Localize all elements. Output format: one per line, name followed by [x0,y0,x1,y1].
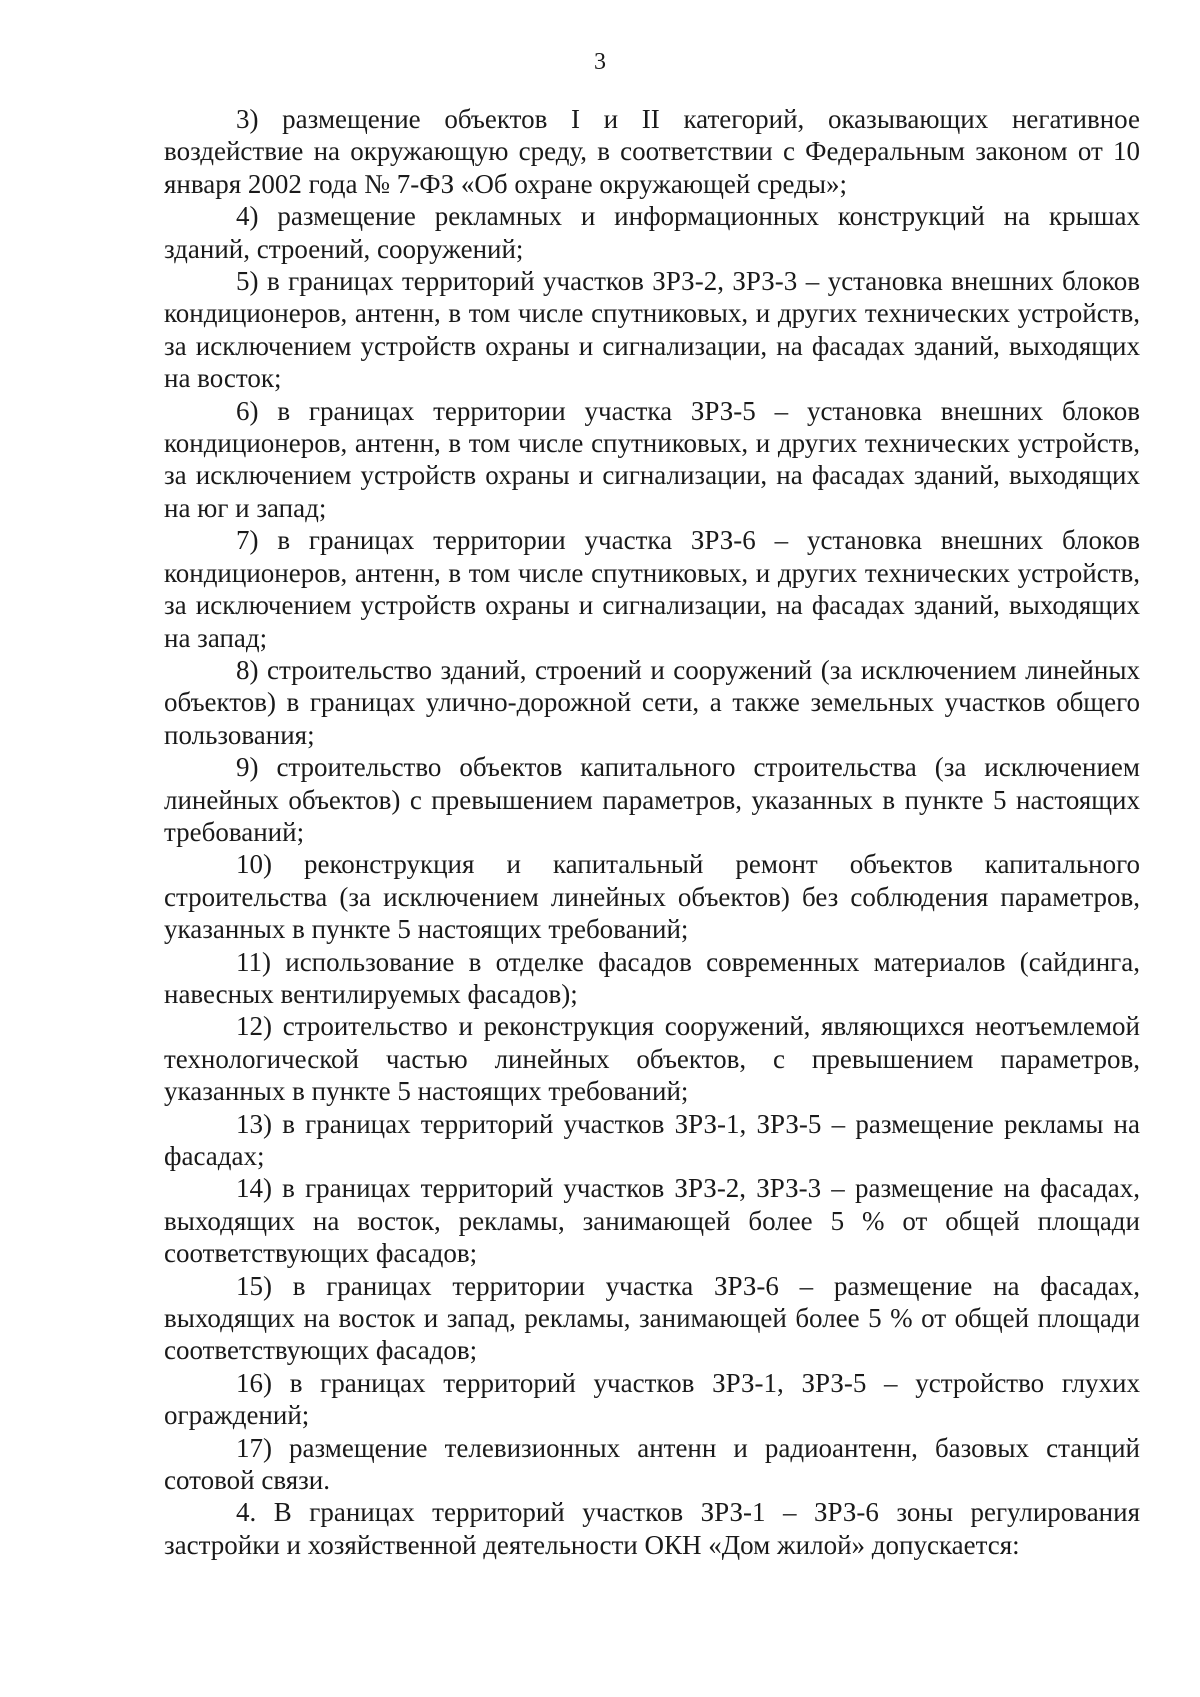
list-item-8: 8) строительство зданий, строений и сооружений (за исключением линейных объектов) в границах улично-дорожной сети, а также земельных участков общего пользования; [164,654,1140,750]
page-number: 3 [594,49,606,75]
list-item-9: 9) строительство объектов капитального строительства (за исключением линейных объектов) с превышением параметров, указанных в пункте 5 настоящих требований; [164,752,1140,847]
list-item-17: 17) размещение телевизионных антенн и радиоантенн, базовых станций сотовой связи. [164,1432,1140,1496]
section-4-paragraph: 4. В границах территорий участков ЗРЗ-1 – ЗРЗ-6 зоны регулирования застройки и хозяйственной деятельности ОКН «Дом жилой» допускается: [164,1497,1140,1560]
list-item-6: 6) в границах территории участка ЗРЗ-5 – установка внешних блоков кондиционеров, антенн, в том числе спутниковых, и других технических устройств, за исключением устройств охраны и сигнализации, на фасадах зданий, выходящих на юг и запад; [164,395,1140,523]
list-item-11: 11) использование в отделке фасадов современных материалов (сайдинга, навесных вентилируемых фасадов); [164,946,1140,1009]
list-item-14: 14) в границах территорий участков ЗРЗ-2, ЗРЗ-3 – размещение на фасадах, выходящих на восток, рекламы, занимающей более 5 % от общей площади соответствующих фасадов; [164,1173,1140,1269]
list-item-13: 13) в границах территорий участков ЗРЗ-1, ЗРЗ-5 – размещение рекламы на фасадах; [164,1108,1140,1171]
list-item-3: 3) размещение объектов I и II категорий, оказывающих негативное воздействие на окружающую среду, в соответствии с Федеральным законом от 10 января 2002 года № 7-ФЗ «Об охране окружающей среды»; [164,104,1140,199]
document-body [164,103,1140,1561]
list-item-5: 5) в границах территорий участков ЗРЗ-2, ЗРЗ-3 – установка внешних блоков кондиционеров, антенн, в том числе спутниковых, и других технических устройств, за исключением устройств охраны и сигнализации, на фасадах зданий, выходящих на восток; [164,266,1140,394]
list-item-15: 15) в границах территории участка ЗРЗ-6 – размещение на фасадах, выходящих на восток и запад, рекламы, занимающей более 5 % от общей площади соответствующих фасадов; [164,1270,1140,1366]
list-item-12: 12) строительство и реконструкция сооружений, являющихся неотъемлемой технологической частью линейных объектов, с превышением параметров, указанных в пункте 5 настоящих требований; [164,1011,1140,1107]
list-item-16: 16) в границах территорий участков ЗРЗ-1, ЗРЗ-5 – устройство глухих ограждений; [164,1367,1140,1431]
list-item-7: 7) в границах территории участка ЗРЗ-6 – установка внешних блоков кондиционеров, антенн, в том числе спутниковых, и других технических устройств, за исключением устройств охраны и сигнализации, на фасадах зданий, выходящих на запад; [164,525,1140,653]
list-item-10: 10) реконструкция и капитальный ремонт объектов капитального строительства (за исключением линейных объектов) без соблюдения параметров, указанных в пункте 5 настоящих требований; [164,849,1140,945]
list-item-4: 4) размещение рекламных и информационных конструкций на крышах зданий, строений, сооружений; [164,201,1140,264]
